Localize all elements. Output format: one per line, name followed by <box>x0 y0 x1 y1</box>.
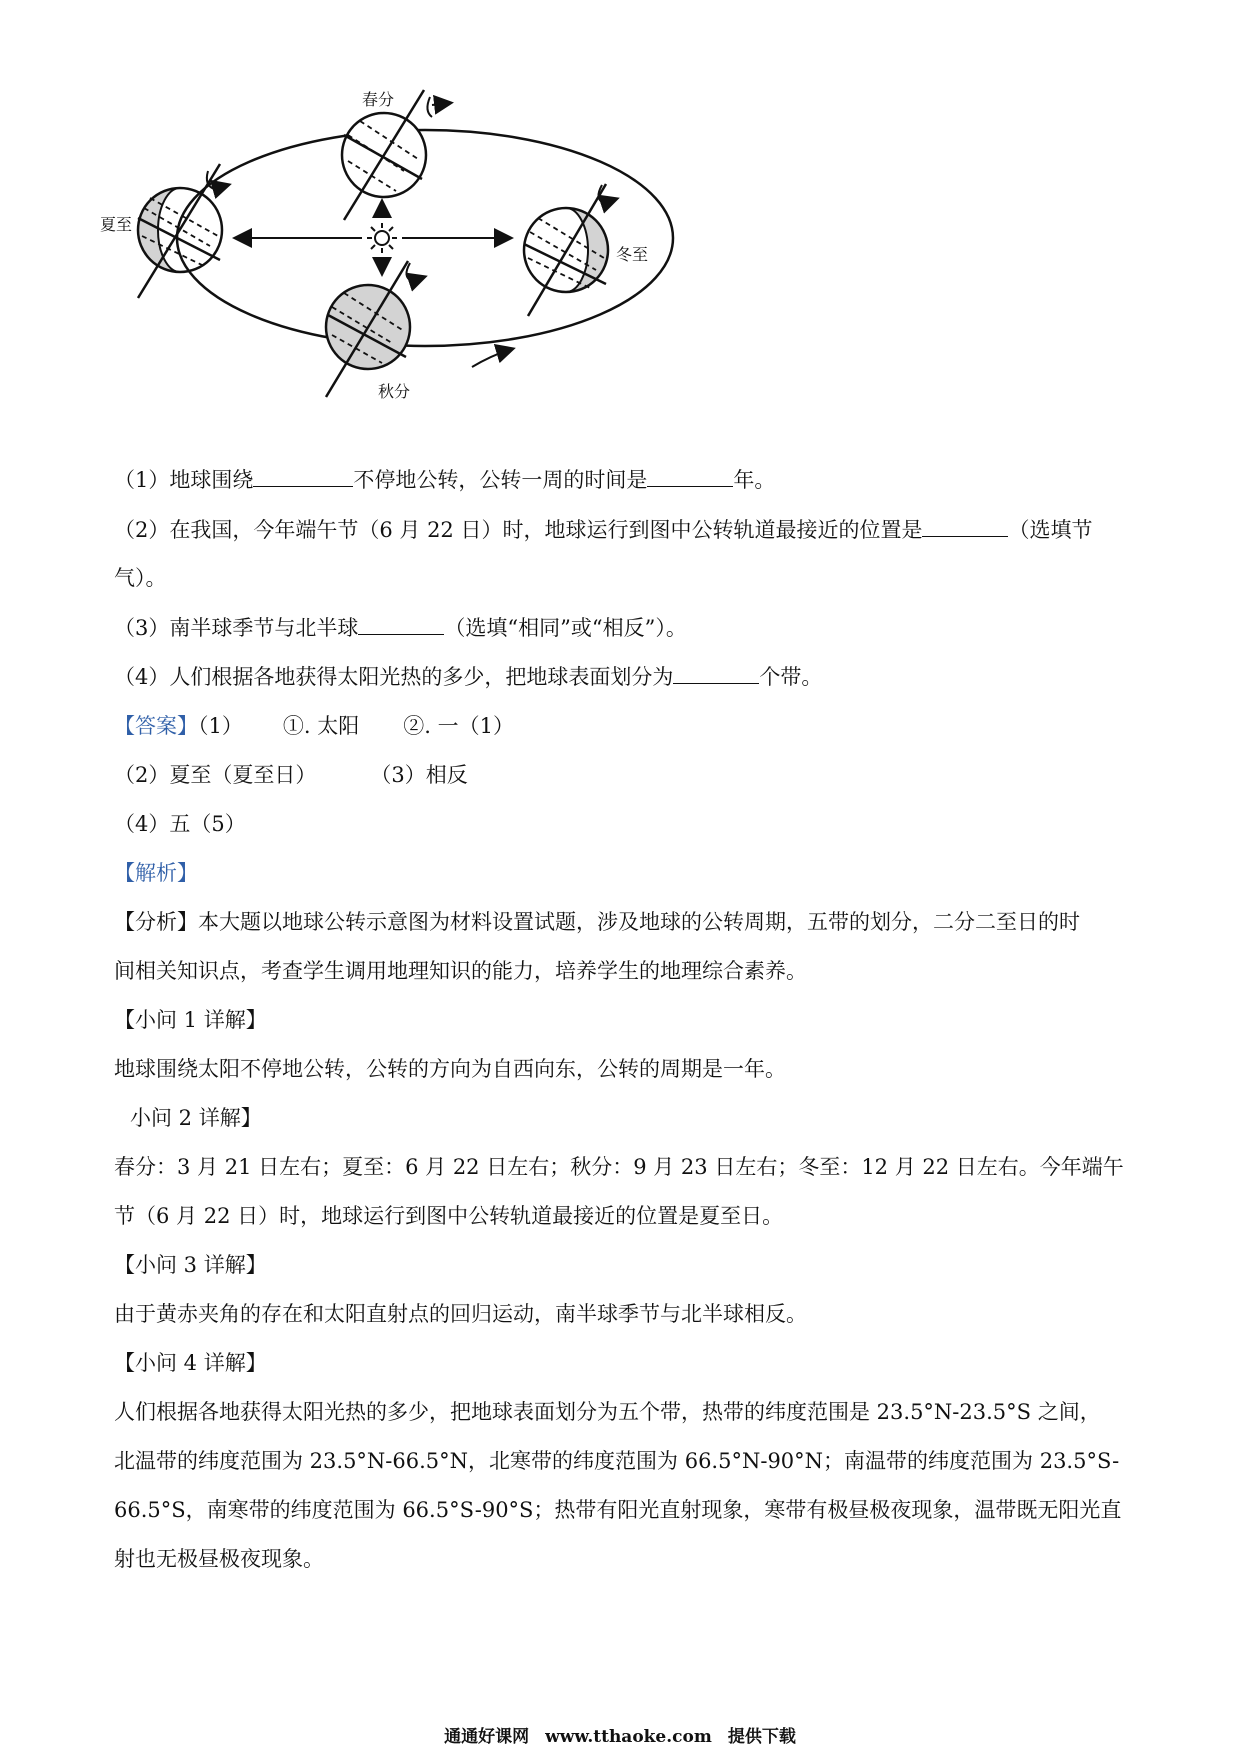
detail-3-text: 由于黄赤夹角的存在和太阳直射点的回归运动，南半球季节与北半球相反。 <box>114 1302 807 1326</box>
detail-1-title: 【小问 1 详解】 <box>114 1008 267 1032</box>
detail-3-title: 【小问 3 详解】 <box>114 1253 267 1277</box>
earth-autumn <box>326 261 410 397</box>
question-3: （3）南半球季节与北半球 （选填“相同”或“相反”）。 <box>114 616 687 640</box>
detail-4-line-2: 北温带的纬度范围为 23.5°N-66.5°N，北寒带的纬度范围为 66.5°N-90°N；南温带的纬度范围为 23.5°S- <box>114 1449 1120 1473</box>
page-footer <box>0 1722 1240 1747</box>
detail-2-line-1: 春分：3 月 21 日左右；夏至：6 月 22 日左右；秋分：9 月 23 日左右；冬至：12 月 22 日左右。今年端午 <box>114 1155 1124 1179</box>
footer-site-name: 通通好课网 <box>444 1727 530 1747</box>
earth-spring <box>342 90 426 220</box>
question-2-cont: 气）。 <box>114 566 167 590</box>
answer-blank <box>673 665 759 684</box>
analysis-intro-1: 【分析】本大题以地球公转示意图为材料设置试题，涉及地球的公转周期，五带的划分，二分二至日的时 <box>114 910 1080 934</box>
answer-row-2: （2）夏至（夏至日） （3）相反 <box>114 763 468 787</box>
detail-2-title: 小问 2 详解】 <box>130 1106 262 1130</box>
detail-4-line-4: 射也无极昼极夜现象。 <box>114 1547 324 1571</box>
detail-2-line-2: 节（6 月 22 日）时，地球运行到图中公转轨道最接近的位置是夏至日。 <box>114 1204 784 1228</box>
sun-icon <box>367 223 397 253</box>
footer-url[interactable]: www.tthaoke.com <box>545 1727 712 1747</box>
earth-orbit-diagram <box>100 85 740 455</box>
answer-blank <box>922 518 1008 537</box>
answer-label: 【答案】 <box>114 714 198 738</box>
earth-winter <box>524 184 608 316</box>
label-winter: 冬至 <box>616 245 649 264</box>
answer-blank <box>647 468 733 487</box>
label-autumn: 秋分 <box>378 382 411 401</box>
analysis-label: 【解析】 <box>114 861 198 885</box>
question-4: （4）人们根据各地获得太阳光热的多少，把地球表面划分为 个带。 <box>114 665 823 689</box>
answer-blank <box>358 616 444 635</box>
sunlight-arrows <box>236 202 510 273</box>
analysis-intro-2: 间相关知识点，考查学生调用地理知识的能力，培养学生的地理综合素养。 <box>114 959 807 983</box>
detail-4-title: 【小问 4 详解】 <box>114 1351 267 1375</box>
revolution-arrow <box>472 349 512 367</box>
detail-4-line-3: 66.5°S，南寒带的纬度范围为 66.5°S-90°S；热带有阳光直射现象，寒带有极昼极夜现象，温带既无阳光直 <box>114 1498 1122 1522</box>
footer-tail: 提供下载 <box>727 1727 796 1747</box>
question-2: （2）在我国，今年端午节（6 月 22 日）时，地球运行到图中公转轨道最接近的位置是 （选填节 <box>114 518 1093 542</box>
answer-blank <box>253 468 353 487</box>
answer-row-1: 【答案】（1） ①. 太阳 ②. 一（1） <box>114 714 514 738</box>
question-1: （1）地球围绕 不停地公转，公转一周的时间是 年。 <box>114 468 776 492</box>
label-spring: 春分 <box>362 90 395 109</box>
label-summer: 夏至 <box>100 215 133 234</box>
detail-4-line-1: 人们根据各地获得太阳光热的多少，把地球表面划分为五个带，热带的纬度范围是 23.5°N-23.5°S 之间， <box>114 1400 1101 1424</box>
detail-1-text: 地球围绕太阳不停地公转，公转的方向为自西向东，公转的周期是一年。 <box>114 1057 786 1081</box>
answer-row-3: （4）五（5） <box>114 812 246 836</box>
